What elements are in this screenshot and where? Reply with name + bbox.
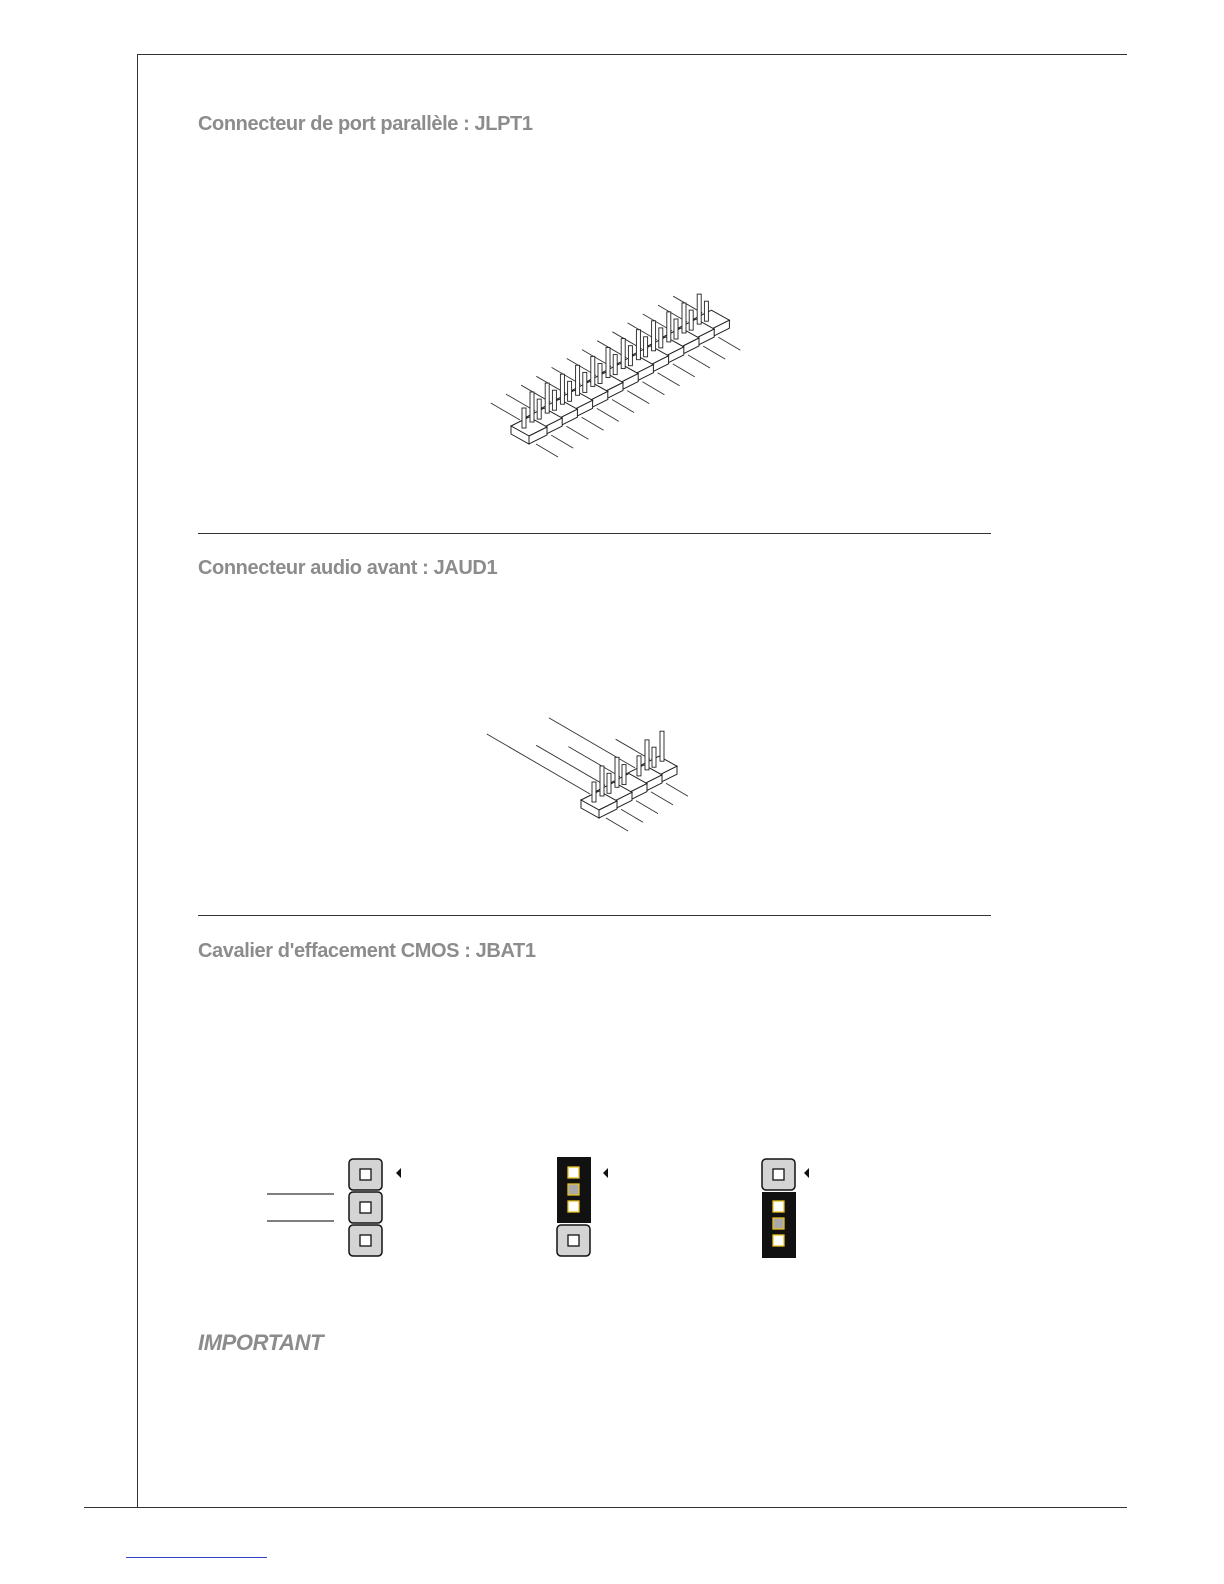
front-lead-line	[703, 346, 725, 359]
pin-front	[592, 782, 596, 802]
front-lead-line	[651, 792, 673, 805]
jlpt1-connector-diagram	[0, 270, 1224, 500]
back-lead-line	[487, 734, 590, 794]
pin-front	[674, 319, 678, 339]
pin-back	[530, 392, 534, 422]
front-lead-line	[673, 364, 695, 377]
pin1-marker-icon	[396, 1168, 401, 1178]
pin-front	[522, 408, 526, 428]
pin-back	[697, 294, 701, 324]
pin-front	[607, 773, 611, 793]
pin-front	[622, 765, 626, 785]
pin-back	[660, 731, 664, 761]
pin-back	[645, 740, 649, 770]
front-lead-line	[621, 809, 643, 822]
connector-body	[581, 731, 677, 818]
jumper-pins-1-2	[557, 1157, 608, 1256]
front-lead-line	[597, 408, 619, 421]
pin1-marker-icon	[804, 1168, 809, 1178]
pin-front	[613, 355, 617, 375]
jaud1-connector-diagram	[0, 680, 1224, 850]
front-lead-line	[688, 355, 710, 368]
pin-back	[576, 365, 580, 395]
back-lead-line	[491, 403, 520, 420]
heading-jlpt1: Connecteur de port parallèle : JLPT1	[198, 113, 533, 135]
pin-back	[545, 383, 549, 413]
front-lead-line	[718, 337, 740, 350]
pin-back	[636, 330, 640, 360]
pin-front	[689, 310, 693, 330]
front-lead-line	[566, 426, 588, 439]
pin-back	[652, 321, 656, 351]
front-lead-line	[612, 400, 634, 413]
pin-back	[621, 339, 625, 369]
pin-front	[598, 364, 602, 384]
pin-front	[704, 301, 708, 321]
pin-front	[652, 747, 656, 767]
back-lead-line	[536, 745, 605, 785]
heading-important: IMPORTANT	[198, 1330, 324, 1355]
front-lead-line	[582, 417, 604, 430]
heading-jbat1: Cavalier d'effacement CMOS : JBAT1	[198, 940, 536, 962]
section-divider-2	[198, 915, 991, 916]
front-lead-line	[642, 382, 664, 395]
pin-back	[600, 766, 604, 796]
front-lead-line	[606, 818, 628, 831]
pin-back	[560, 374, 564, 404]
page-frame-top	[137, 54, 1127, 55]
jbat1-jumper-diagram	[0, 1150, 1224, 1270]
footer-line	[126, 1557, 267, 1558]
front-lead-line	[536, 444, 558, 457]
pin-front	[568, 381, 572, 401]
jumper-open	[267, 1159, 401, 1256]
section-divider-1	[198, 533, 991, 534]
pin-front	[552, 390, 556, 410]
connector-body	[511, 294, 729, 444]
heading-jaud1: Connecteur audio avant : JAUD1	[198, 557, 498, 579]
pin-front	[644, 337, 648, 357]
pin-front	[637, 756, 641, 776]
back-lead-line	[568, 747, 620, 777]
front-lead-line	[666, 783, 688, 796]
pin-front	[537, 399, 541, 419]
front-lead-line	[636, 801, 658, 814]
pin-back	[606, 348, 610, 378]
pin1-marker-icon	[603, 1168, 608, 1178]
pin-back	[615, 757, 619, 787]
pin-front	[628, 346, 632, 366]
front-lead-line	[627, 391, 649, 404]
page-frame-bottom	[84, 1507, 1127, 1508]
pin-front	[583, 372, 587, 392]
jumper-pins-2-3	[762, 1159, 809, 1258]
pin-back	[667, 312, 671, 342]
pin-front	[659, 328, 663, 348]
front-lead-line	[658, 373, 680, 386]
pin-back	[591, 356, 595, 386]
pin-back	[682, 303, 686, 333]
front-lead-line	[551, 435, 573, 448]
